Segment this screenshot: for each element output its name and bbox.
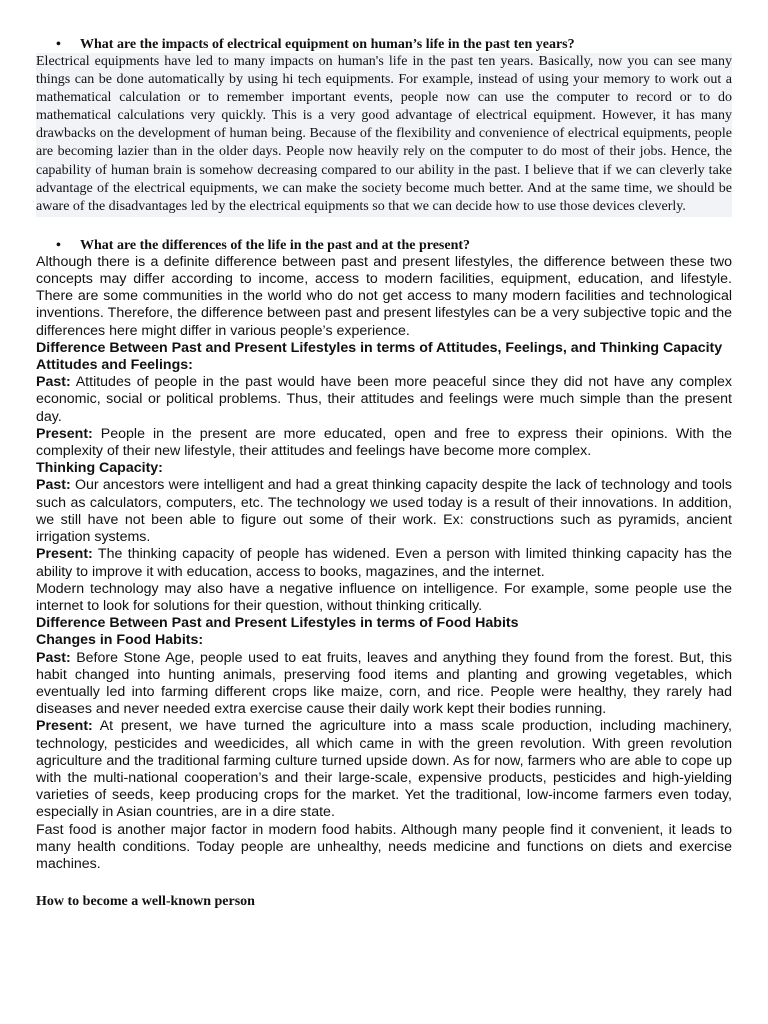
heading-well-known: How to become a well-known person [36,894,255,910]
past-label: Past: [36,649,71,666]
intro-paragraph: Although there is a definite difference between past and present lifestyles, the difference between these two concepts may differ according to income, access to modern facilities, equipment, education, and lifestyle. There are some communities in the world who do not get access to many modern facilities and technological inventions. Therefore, the difference between past and present lifestyles can be a very subjective topic and the differences here might differ in various people’s experience. [36,253,732,339]
spacer [36,873,732,893]
food-past-text: Before Stone Age, people used to eat fruits, leaves and anything they found from the forest. But, this habit changed into hunting animals, preserving food items and planting and growing vegetables, which eventually led into farming different crops like maize, corn, and rice. People were healthy, they rarely had diseases and never needed extra exercise cause their daily work kept their bodies running. [36,649,732,718]
bullet-icon: • [56,237,61,253]
food-past [36,650,732,719]
thinking-extra: Modern technology may also have a negative influence on intelligence. For example, some people use the internet to look for solutions for their question, without thinking critically. [36,580,732,614]
thinking-past-text: Our ancestors were intelligent and had a great thinking capacity despite the lack of technology and tools such as calculators, computers, etc. The technology we used today is a result of their innovations. In addition, we still have not been able to figure out some of their work. Ex: constructions such as pyramids, ancient irrigation systems. [36,477,732,546]
spacer [36,217,732,237]
question-2-text: What are the differences of the life in the past and at the present? [80,237,471,253]
thinking-present-text: The thinking capacity of people has widened. Even a person with limited thinking capacity has the ability to improve it with education, access to books, magazines, and the internet. [36,546,732,580]
heading-food: Difference Between Past and Present Lifestyles in terms of Food Habits [36,615,519,632]
attitudes-past [36,374,732,426]
thinking-past [36,477,732,546]
present-label: Present: [36,425,93,442]
thinking-present [36,546,732,580]
attitudes-past-text: Attitudes of people in the past would have been more peaceful since they did not have any complex economic, social or political problems. Thus, their attitudes and feelings were much simple than the present day. [36,374,732,425]
food-present-text: At present, we have turned the agriculture into a mass scale production, including machinery, technology, pesticides and weedicides, all which came in with the green revolution. With green revolution agriculture and the traditional farming culture turned upside down. As for now, farmers who are able to cope up with the multi-national cooperation’s and their large-scale, expensive products, pesticides and high-yielding varieties of seeds, keep producing crops for the market. Yet the traditional, low-income farmers even today, especially in Asian countries, are in a dire state. [36,718,732,821]
subheading-attitudes: Attitudes and Feelings: [36,357,193,374]
bullet-icon: • [56,37,61,52]
present-label: Present: [36,718,93,735]
question-1 [36,36,732,53]
subheading-thinking: Thinking Capacity: [36,460,163,477]
attitudes-present [36,426,732,460]
past-label: Past: [36,477,71,494]
question-1-text: What are the impacts of electrical equipment on human’s life in the past ten years? [80,37,575,52]
attitudes-present-text: People in the present are more educated, open and free to express their opinions. With the complexity of their new lifestyle, their attitudes and feelings have become more complex. [36,425,732,460]
present-label: Present: [36,546,93,563]
heading-attitudes: Difference Between Past and Present Lifestyles in terms of Attitudes, Feelings, and Thinking Capacity [36,339,723,356]
document-page [36,36,732,910]
subheading-food: Changes in Food Habits: [36,632,204,649]
answer-1: Electrical equipments have led to many impacts on human's life in the past ten years. Basically, now you can see many things can be done automatically by using hi tech equipments. For example, instead of using your memory to work out a mathematical calculation or to remember important events, people now can use the computer to record or to do mathematical calculations very quickly. This is a very good advantage of electrical equipment. However, it has many drawbacks on the development of human being. Because of the flexibility and convenience of electrical equipments, people are becoming lazier than in the older days. People now heavily rely on the computer to do most of their jobs. Hence, the capability of human brain is somehow decreasing compared to our ability in the past. I believe that if we can cleverly take advantage of the electrical equipments, we can make the society become much better. And at the same time, we should be aware of the disadvantages led by the electrical equipments so that we can decide how to use those devices cleverly. [36,53,732,217]
food-present [36,718,732,821]
past-label: Past: [36,374,71,391]
food-extra: Fast food is another major factor in modern food habits. Although many people find it convenient, it leads to many health conditions. Today people are unhealthy, needs medicine and functions on diets and exercise machines. [36,821,732,872]
question-2 [36,237,732,254]
